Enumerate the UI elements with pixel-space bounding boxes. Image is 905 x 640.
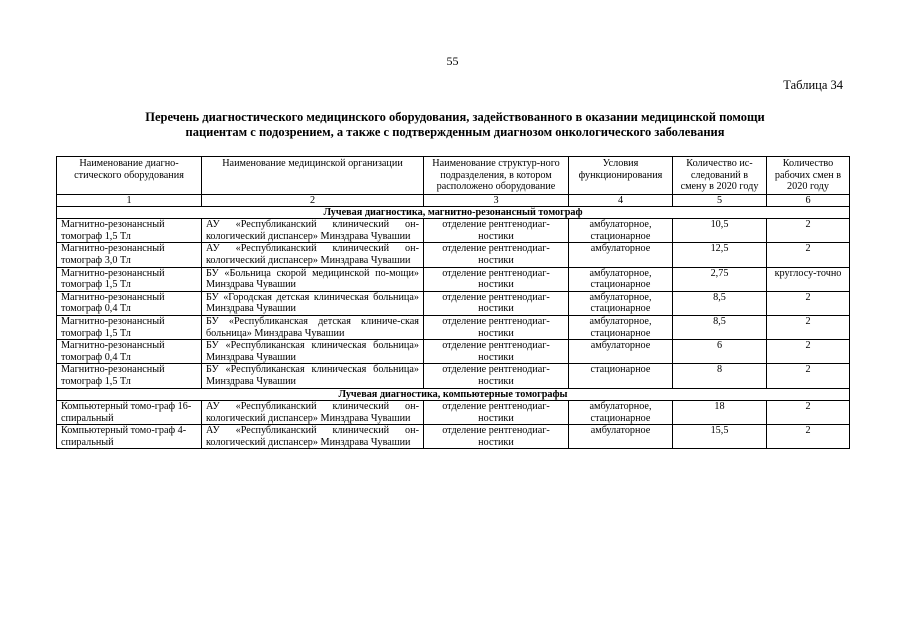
table-row <box>57 401 850 425</box>
cell-organization: АУ «Республиканский клинический он-кологический диспансер» Минздрава Чувашии <box>202 401 424 425</box>
table-row <box>57 316 850 340</box>
cell-shifts: 2 <box>767 340 850 364</box>
cell-studies-per-shift: 12,5 <box>673 243 767 267</box>
cell-studies-per-shift: 10,5 <box>673 219 767 243</box>
cell-shifts: 2 <box>767 316 850 340</box>
cell-shifts: 2 <box>767 219 850 243</box>
table-row <box>57 364 850 388</box>
column-number: 3 <box>424 194 569 206</box>
cell-conditions: амбулаторное <box>569 425 673 449</box>
cell-department: отделение рентгенодиаг-ностики <box>424 267 569 291</box>
table-row <box>57 243 850 267</box>
cell-shifts: 2 <box>767 243 850 267</box>
title-line-2: пациентам с подозрением, а также с подтвержденным диагнозом онкологического заболевания <box>185 125 725 139</box>
column-numbers-row <box>57 194 850 206</box>
cell-studies-per-shift: 15,5 <box>673 425 767 449</box>
section-title: Лучевая диагностика, магнитно-резонансный томограф <box>57 206 850 219</box>
cell-studies-per-shift: 8 <box>673 364 767 388</box>
header-department: Наименование структур-ного подразделения, в котором расположено оборудование <box>424 157 569 195</box>
header-equipment: Наименование диагно-стического оборудования <box>57 157 202 195</box>
document-title <box>60 110 850 140</box>
header-row <box>57 157 850 195</box>
table-row <box>57 219 850 243</box>
cell-conditions: амбулаторное <box>569 340 673 364</box>
cell-equipment: Магнитно-резонансный томограф 0,4 Тл <box>57 291 202 315</box>
cell-equipment: Компьютерный томо-граф 4-спиральный <box>57 425 202 449</box>
table-row <box>57 291 850 315</box>
header-organization: Наименование медицинской организации <box>202 157 424 195</box>
cell-department: отделение рентгенодиаг-ностики <box>424 219 569 243</box>
cell-organization: АУ «Республиканский клинический он-кологический диспансер» Минздрава Чувашии <box>202 425 424 449</box>
cell-conditions: амбулаторное, стационарное <box>569 316 673 340</box>
cell-department: отделение рентгенодиаг-ностики <box>424 243 569 267</box>
table-label: Таблица 34 <box>783 78 843 92</box>
cell-conditions: амбулаторное, стационарное <box>569 267 673 291</box>
cell-studies-per-shift: 8,5 <box>673 316 767 340</box>
section-row <box>57 388 850 401</box>
cell-organization: БУ «Республиканская детская клиниче-ская больница» Минздрава Чувашии <box>202 316 424 340</box>
equipment-table <box>56 156 850 449</box>
cell-shifts: 2 <box>767 291 850 315</box>
cell-department: отделение рентгенодиаг-ностики <box>424 316 569 340</box>
header-studies-per-shift: Количество ис-следований в смену в 2020 году <box>673 157 767 195</box>
page-number: 55 <box>446 54 459 68</box>
header-conditions: Условия функционирования <box>569 157 673 195</box>
cell-equipment: Магнитно-резонансный томограф 1,5 Тл <box>57 267 202 291</box>
cell-department: отделение рентгенодиаг-ностики <box>424 291 569 315</box>
cell-department: отделение рентгенодиаг-ностики <box>424 340 569 364</box>
cell-conditions: амбулаторное, стационарное <box>569 219 673 243</box>
cell-studies-per-shift: 2,75 <box>673 267 767 291</box>
section-row <box>57 206 850 219</box>
cell-conditions: амбулаторное, стационарное <box>569 401 673 425</box>
cell-shifts: 2 <box>767 401 850 425</box>
column-number: 1 <box>57 194 202 206</box>
cell-conditions: стационарное <box>569 364 673 388</box>
cell-conditions: амбулаторное <box>569 243 673 267</box>
cell-equipment: Магнитно-резонансный томограф 1,5 Тл <box>57 364 202 388</box>
cell-studies-per-shift: 8,5 <box>673 291 767 315</box>
cell-department: отделение рентгенодиаг-ностики <box>424 364 569 388</box>
column-number: 4 <box>569 194 673 206</box>
table-row <box>57 425 850 449</box>
cell-equipment: Магнитно-резонансный томограф 0,4 Тл <box>57 340 202 364</box>
column-number: 2 <box>202 194 424 206</box>
column-number: 6 <box>767 194 850 206</box>
cell-organization: БУ «Больница скорой медицинской по-мощи» Минздрава Чувашии <box>202 267 424 291</box>
cell-organization: БУ «Республиканская клиническая больница» Минздрава Чувашии <box>202 364 424 388</box>
cell-equipment: Магнитно-резонансный томограф 3,0 Тл <box>57 243 202 267</box>
cell-conditions: амбулаторное, стационарное <box>569 291 673 315</box>
cell-organization: БУ «Республиканская клиническая больница» Минздрава Чувашии <box>202 340 424 364</box>
column-number: 5 <box>673 194 767 206</box>
table-row <box>57 267 850 291</box>
title-line-1: Перечень диагностического медицинского оборудования, задействованного в оказании медицинской помощи <box>145 110 765 124</box>
cell-equipment: Магнитно-резонансный томограф 1,5 Тл <box>57 316 202 340</box>
cell-studies-per-shift: 6 <box>673 340 767 364</box>
cell-department: отделение рентгенодиаг-ностики <box>424 425 569 449</box>
cell-organization: АУ «Республиканский клинический он-кологический диспансер» Минздрава Чувашии <box>202 219 424 243</box>
cell-organization: БУ «Городская детская клиническая больница» Минздрава Чувашии <box>202 291 424 315</box>
cell-equipment: Компьютерный томо-граф 16-спиральный <box>57 401 202 425</box>
cell-equipment: Магнитно-резонансный томограф 1,5 Тл <box>57 219 202 243</box>
cell-shifts: 2 <box>767 425 850 449</box>
cell-shifts: 2 <box>767 364 850 388</box>
cell-organization: АУ «Республиканский клинический он-кологический диспансер» Минздрава Чувашии <box>202 243 424 267</box>
table-row <box>57 340 850 364</box>
cell-shifts: круглосу-точно <box>767 267 850 291</box>
cell-department: отделение рентгенодиаг-ностики <box>424 401 569 425</box>
cell-studies-per-shift: 18 <box>673 401 767 425</box>
header-shifts: Количество рабочих смен в 2020 году <box>767 157 850 195</box>
table-container <box>56 156 850 449</box>
section-title: Лучевая диагностика, компьютерные томографы <box>57 388 850 401</box>
